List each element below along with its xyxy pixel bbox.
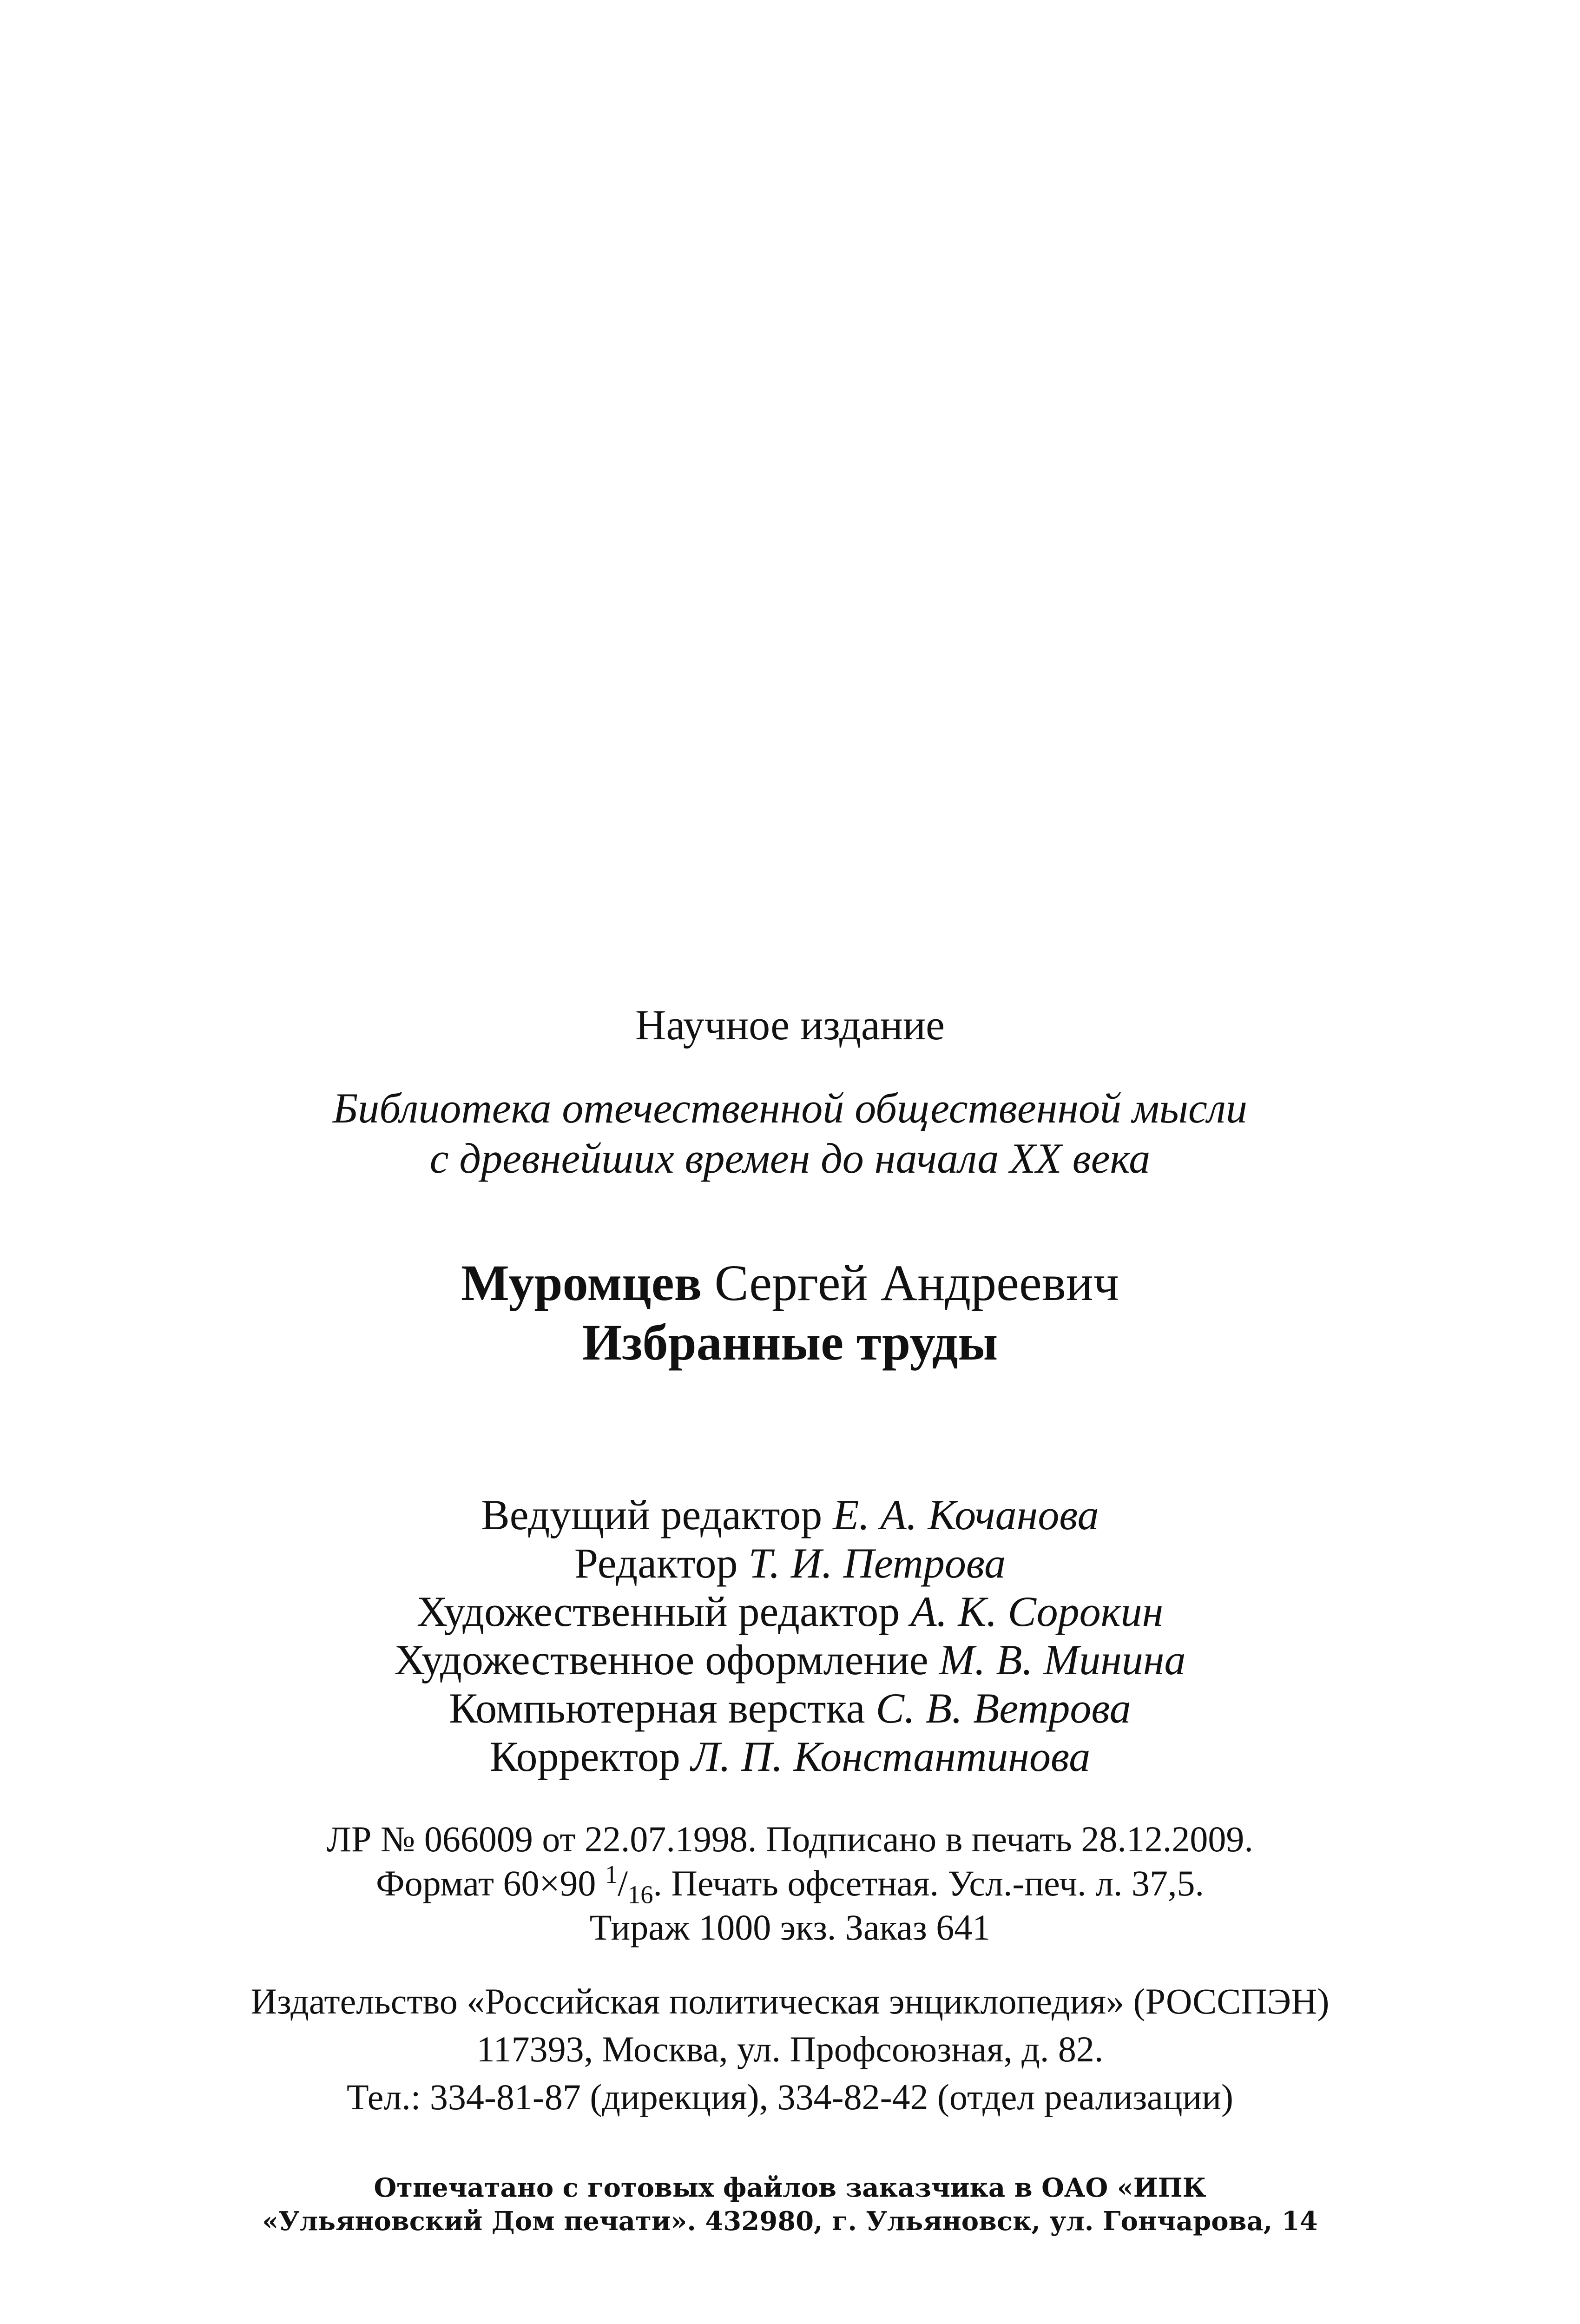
staff-line	[0, 1539, 1580, 1587]
author-title-block	[0, 1253, 1580, 1372]
format-line: Формат 60×90 $^1/_{16}$. Печать офсетная. Усл.-печ. л. 37,5.	[375, 1860, 1205, 1909]
staff-person: Т. И. Петрова	[748, 1539, 1006, 1587]
author-surname: Муромцев	[461, 1254, 702, 1311]
staff-role: Художественный редактор	[416, 1588, 900, 1635]
staff-line	[0, 1587, 1580, 1636]
print-details	[0, 1817, 1580, 1949]
staff-line	[0, 1491, 1580, 1539]
format-suffix: . Печать офсетная. Усл.-печ. л. 37,5.	[653, 1863, 1205, 1903]
author-name	[0, 1253, 1580, 1313]
format-numerator: 1	[605, 1860, 618, 1888]
print-run-line: Тираж 1000 экз. Заказ 641	[589, 1907, 991, 1948]
printer-line: Отпечатано с готовых файлов заказчика в ОАО «ИПК	[374, 2172, 1206, 2203]
staff-role: Корректор	[489, 1733, 680, 1780]
license-line: ЛР № 066009 от 22.07.1998. Подписано в печать 28.12.2009.	[327, 1819, 1253, 1859]
format-prefix: Формат 60×90	[375, 1863, 605, 1903]
staff-person: А. К. Сорокин	[910, 1588, 1164, 1635]
printer-info	[0, 2171, 1580, 2238]
staff-role: Ведущий редактор	[481, 1491, 823, 1538]
series-line: Библиотека отечественной общественной мысли	[333, 1084, 1247, 1132]
staff-role: Редактор	[574, 1539, 738, 1587]
staff-person: Е. А. Кочанова	[833, 1491, 1099, 1538]
series-title	[0, 1083, 1580, 1183]
edition-type: Научное издание	[635, 1001, 945, 1049]
staff-credits	[0, 1491, 1580, 1781]
staff-role: Компьютерная верстка	[449, 1684, 865, 1732]
series-line: с древнейших времен до начала XX века	[429, 1135, 1151, 1182]
staff-person: Л. П. Константинова	[691, 1733, 1091, 1780]
staff-line	[0, 1732, 1580, 1781]
staff-line	[0, 1684, 1580, 1732]
publisher-info	[0, 1977, 1580, 2121]
book-title: Избранные труды	[582, 1314, 998, 1371]
imprint-page	[0, 999, 1580, 2238]
publisher-address: 117393, Москва, ул. Профсоюзная, д. 82.	[476, 2029, 1104, 2069]
printer-line: «Ульяновский Дом печати». 432980, г. Ульяновск, ул. Гончарова, 14	[262, 2206, 1318, 2237]
publisher-name: Издательство «Российская политическая энциклопедия» (РОССПЭН)	[250, 1981, 1330, 2021]
staff-role: Художественное оформление	[394, 1636, 928, 1684]
staff-person: С. В. Ветрова	[876, 1684, 1131, 1732]
staff-line	[0, 1636, 1580, 1684]
format-denominator: 16	[627, 1880, 653, 1909]
author-given-names: Сергей Андреевич	[714, 1254, 1119, 1311]
staff-person: М. В. Минина	[939, 1636, 1186, 1684]
publisher-phones: Тел.: 334-81-87 (дирекция), 334-82-42 (отдел реализации)	[347, 2077, 1233, 2117]
